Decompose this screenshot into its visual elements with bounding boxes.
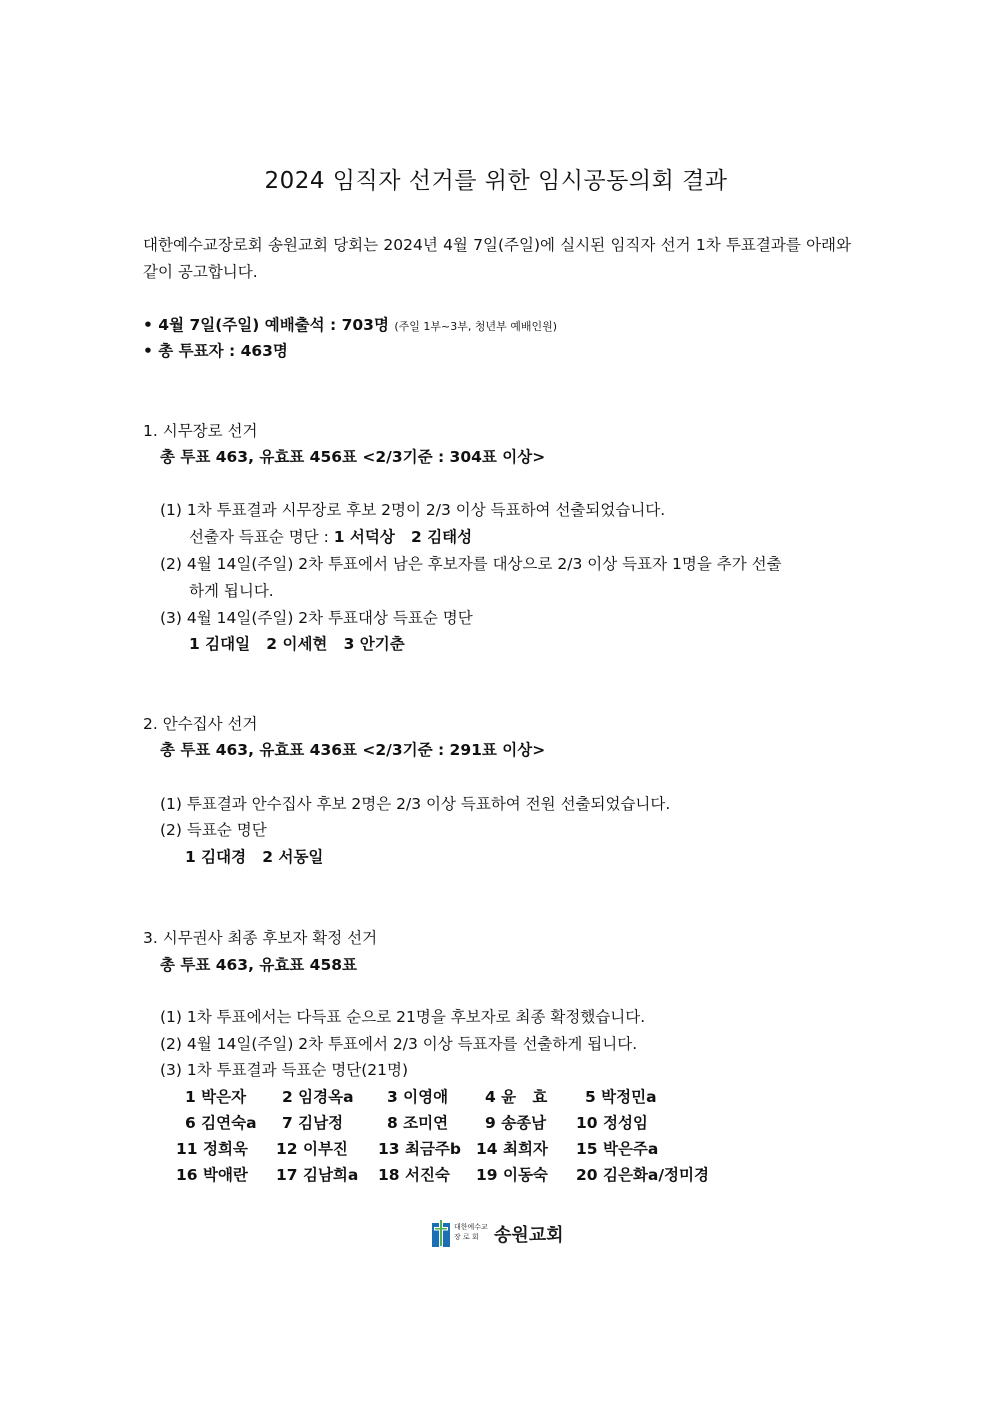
candidate-name: 11 정희욱 [176, 1140, 248, 1158]
section1-item3: (3) 4월 14일(주일) 2차 투표대상 득표순 명단 [160, 609, 473, 627]
candidate-name: 5 박정민a [585, 1088, 657, 1106]
section2-totals: 총 투표 463, 유효표 436표 <2/3기준 : 291표 이상> [160, 741, 546, 759]
section1-item2-line2: 하게 됩니다. [189, 582, 274, 600]
section3-heading: 3. 시무권사 최종 후보자 확정 선거 [143, 929, 378, 947]
candidate-name: 16 박애란 [176, 1166, 248, 1184]
section2-heading: 2. 안수집사 선거 [143, 715, 258, 733]
section1-elected-names: 1 서덕상 2 김태성 [333, 528, 473, 546]
section1-item1-sub-label: 선출자 득표순 명단 : [189, 528, 334, 546]
candidate-name: 9 송종남 [485, 1114, 547, 1132]
candidate-name: 2 임경옥a [282, 1088, 354, 1106]
candidate-name: 8 조미연 [387, 1114, 449, 1132]
section3-item3: (3) 1차 투표결과 득표순 명단(21명) [160, 1061, 409, 1079]
voters-line: • 총 투표자 : 463명 [143, 342, 288, 360]
candidate-name: 19 이동숙 [476, 1166, 548, 1184]
logo-church-name: 송원교회 [494, 1225, 564, 1246]
section1-heading: 1. 시무장로 선거 [143, 422, 258, 440]
section3-item2: (2) 4월 14일(주일) 2차 투표에서 2/3 이상 득표자를 선출하게 됩니다. [160, 1035, 638, 1053]
candidate-name: 20 김은화a/정미경 [576, 1166, 709, 1184]
page-title: 2024 임직자 선거를 위한 임시공동의회 결과 [264, 168, 728, 194]
attendance-line [143, 315, 557, 337]
candidate-name: 6 김연숙a [185, 1114, 257, 1132]
candidate-name: 13 최금주b [378, 1140, 461, 1158]
section2-item1: (1) 투표결과 안수집사 후보 2명은 2/3 이상 득표하여 전원 선출되었습니다. [160, 795, 671, 813]
intro-paragraph: 대한예수교장로회 송원교회 당회는 2024년 4월 7일(주일)에 실시된 임직자 선거 1차 투표결과를 아래와 같이 공고합니다. [143, 236, 851, 281]
cross-logo-icon [432, 1219, 450, 1247]
section3-item1: (1) 1차 투표에서는 다득표 순으로 21명을 후보자로 최종 확정했습니다. [160, 1008, 646, 1026]
candidate-name: 15 박은주a [576, 1140, 659, 1158]
section3-totals: 총 투표 463, 유효표 458표 [160, 956, 357, 974]
candidate-name: 17 김남희a [276, 1166, 359, 1184]
candidate-name: 12 이부진 [276, 1140, 348, 1158]
section1-candidate-names: 1 김대일 2 이세현 3 안기춘 [189, 635, 405, 653]
candidate-name: 14 최희자 [476, 1140, 548, 1158]
section2-elected-names: 1 김대경 2 서동일 [185, 848, 324, 866]
attendance-note: (주일 1부~3부, 청년부 예배인원) [394, 320, 558, 333]
candidate-name: 7 김남정 [282, 1114, 344, 1132]
candidate-name: 1 박은자 [185, 1088, 247, 1106]
section1-totals: 총 투표 463, 유효표 456표 <2/3기준 : 304표 이상> [160, 448, 546, 466]
section1-item1: (1) 1차 투표결과 시무장로 후보 2명이 2/3 이상 득표하여 선출되었습니다. [160, 501, 666, 519]
attendance-label: • 4월 7일(주일) 예배출석 : 703명 [143, 316, 389, 334]
section2-item2: (2) 득표순 명단 [160, 821, 267, 839]
section1-item2-line1: (2) 4월 14일(주일) 2차 투표에서 남은 후보자를 대상으로 2/3 이상 득표자 1명을 추가 선출 [160, 555, 782, 573]
candidate-name: 4 윤 효 [485, 1088, 548, 1106]
church-logo [432, 1219, 567, 1249]
candidate-name: 10 정성임 [576, 1114, 648, 1132]
logo-denomination: 대한예수교 장 로 회 [454, 1223, 488, 1241]
candidate-name: 18 서진숙 [378, 1166, 450, 1184]
candidate-name: 3 이영애 [387, 1088, 449, 1106]
section1-item1-sub [189, 527, 472, 547]
